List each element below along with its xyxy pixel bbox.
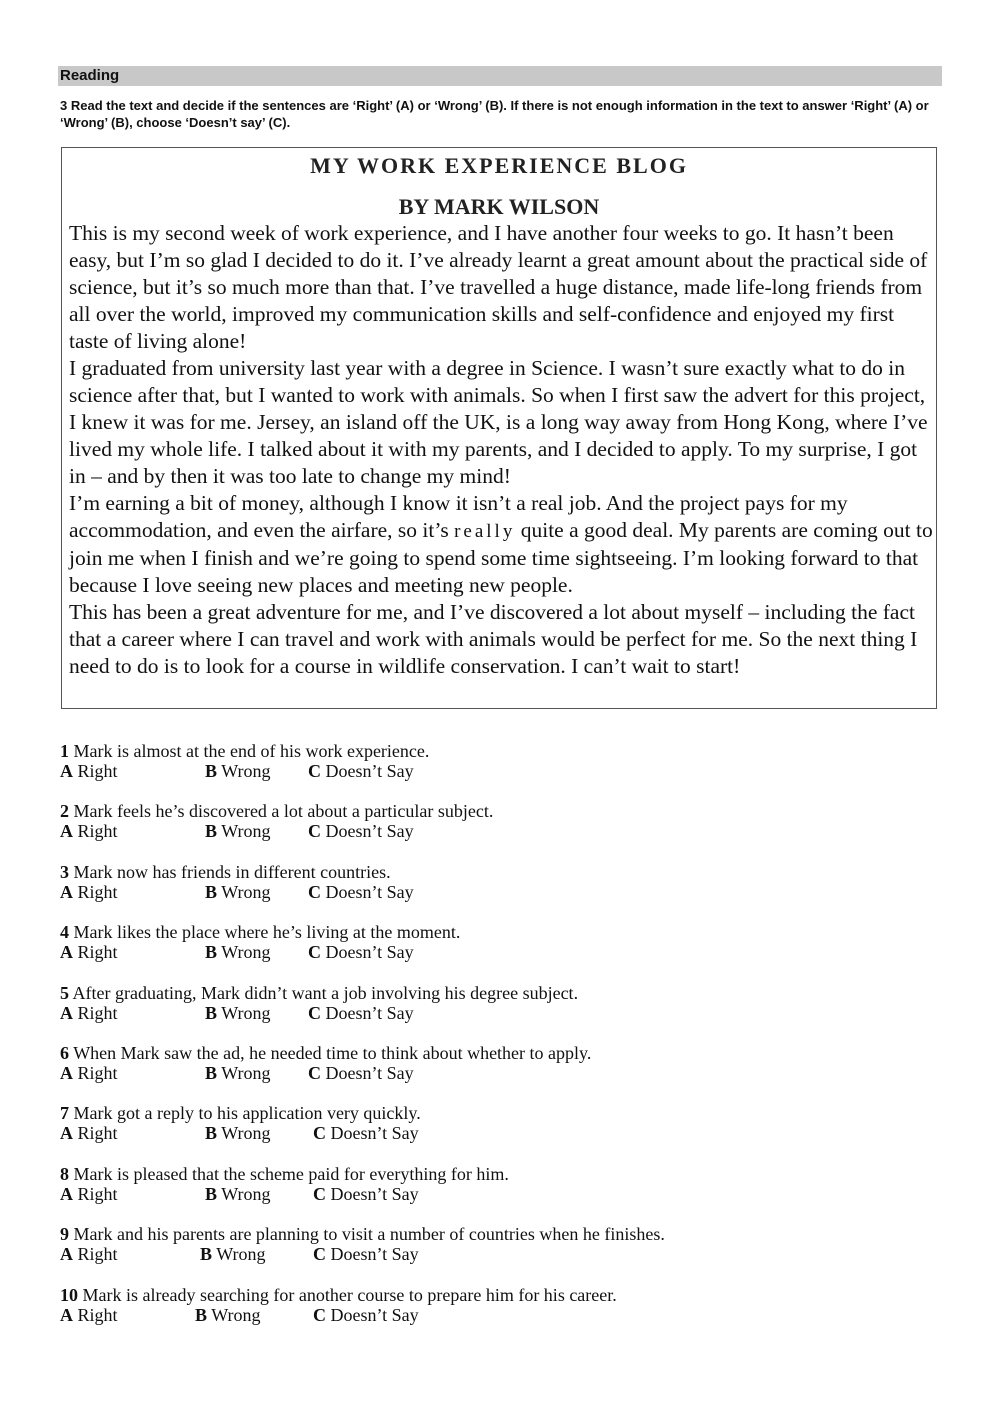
option-letter: A [60, 1002, 73, 1023]
option-letter: B [205, 761, 218, 781]
option-b[interactable] [205, 821, 270, 841]
question-number: 2 [60, 801, 69, 822]
question-statement: When Mark saw the ad, he needed time to think about whether to apply. [73, 1042, 592, 1063]
question-list [60, 741, 940, 1345]
question-text [60, 801, 940, 821]
passage-text-run: I’m earning a bit of money, although I know it isn’t a real job. And the project pays for my accommodation, and even the airfare, so it’s [69, 491, 848, 542]
option-b[interactable] [205, 1063, 270, 1083]
option-c[interactable] [308, 942, 414, 962]
option-c[interactable] [313, 1305, 419, 1325]
question-statement: Mark feels he’s discovered a lot about a particular subject. [73, 801, 494, 822]
option-letter: B [205, 881, 218, 902]
option-letter: C [308, 1062, 321, 1083]
option-label: Wrong [221, 1183, 271, 1204]
option-letter: B [205, 942, 218, 963]
option-letter: A [60, 761, 73, 781]
option-letter: C [308, 881, 321, 902]
option-letter: A [60, 1183, 73, 1204]
option-c[interactable] [308, 882, 414, 902]
option-label: Right [77, 1304, 118, 1325]
option-label: Doesn’t Say [330, 1183, 419, 1204]
option-b[interactable] [205, 1123, 270, 1143]
passage-title: MY WORK EXPERIENCE BLOG [310, 153, 688, 178]
option-letter: C [313, 1304, 326, 1325]
passage-paragraph: This has been a great adventure for me, and I’ve discovered a lot about myself – including the fact that a career where I can travel and work with animals would be perfect for me. So the next thing I need to do is to look for a course in wildlife conservation. I can’t wait to start! [69, 600, 918, 678]
question-statement: Mark is almost at the end of his work experience. [73, 741, 430, 761]
option-letter: C [313, 1244, 326, 1265]
option-letter: A [60, 1244, 73, 1265]
question-number: 6 [60, 1042, 69, 1063]
question-item [60, 1043, 940, 1103]
option-b[interactable] [205, 1184, 270, 1204]
question-text [60, 1043, 940, 1063]
option-a[interactable] [60, 942, 118, 962]
question-statement: After graduating, Mark didn’t want a job involving his degree subject. [72, 982, 579, 1003]
option-a[interactable] [60, 1123, 118, 1143]
option-label: Right [77, 761, 118, 781]
question-item [60, 862, 940, 922]
answer-options [60, 882, 940, 902]
answer-options [60, 1123, 940, 1143]
option-letter: B [205, 1123, 218, 1144]
question-text [60, 862, 940, 882]
option-letter: B [200, 1244, 213, 1265]
option-c[interactable] [313, 1184, 419, 1204]
option-label: Right [77, 881, 118, 902]
question-statement: Mark and his parents are planning to visit a number of countries when he finishes. [73, 1224, 665, 1245]
question-text [60, 983, 940, 1003]
question-number: 8 [60, 1163, 69, 1184]
option-c[interactable] [313, 1123, 419, 1143]
option-letter: C [308, 821, 321, 842]
question-number: 10 [60, 1284, 78, 1305]
option-label: Wrong [221, 1062, 271, 1083]
option-label: Wrong [211, 1304, 261, 1325]
option-letter: C [313, 1123, 326, 1144]
question-item [60, 1224, 940, 1284]
option-letter: C [308, 942, 321, 963]
answer-options [60, 1244, 940, 1264]
option-label: Wrong [221, 821, 271, 842]
question-text [60, 741, 940, 761]
section-header-bar [58, 66, 942, 86]
option-label: Right [77, 1062, 118, 1083]
option-letter: B [205, 1183, 218, 1204]
question-number: 9 [60, 1224, 69, 1245]
option-b[interactable] [205, 761, 270, 781]
passage-paragraph: This is my second week of work experience, and I have another four weeks to go. It hasn’t been easy, but I’m so glad I decided to do it. I’ve already learnt a great amount about the practical side of science, but it’s so much more than that. I’ve travelled a huge distance, made life-long friends from all over the world, improved my communication skills and self-confidence and enjoyed my first taste of living alone! [69, 221, 928, 353]
option-c[interactable] [308, 761, 414, 781]
question-statement: Mark is already searching for another course to prepare him for his career. [82, 1284, 617, 1305]
option-letter: A [60, 1123, 73, 1144]
option-letter: C [308, 761, 321, 781]
option-a[interactable] [60, 761, 118, 781]
option-label: Wrong [221, 1123, 271, 1144]
passage-paragraph [69, 490, 935, 599]
answer-options [60, 761, 940, 781]
question-statement: Mark is pleased that the scheme paid for everything for him. [73, 1163, 509, 1184]
option-label: Doesn’t Say [325, 1002, 414, 1023]
option-letter: A [60, 942, 73, 963]
option-label: Doesn’t Say [325, 761, 414, 781]
question-number: 7 [60, 1103, 69, 1124]
question-number: 3 [60, 861, 69, 882]
question-text [60, 922, 940, 942]
question-statement: Mark likes the place where he’s living at the moment. [73, 922, 461, 943]
option-b[interactable] [205, 882, 270, 902]
option-label: Right [77, 1244, 118, 1265]
answer-options [60, 1063, 940, 1083]
option-c[interactable] [313, 1244, 419, 1264]
option-a[interactable] [60, 821, 118, 841]
reading-passage-box [61, 147, 937, 709]
option-letter: B [205, 821, 218, 842]
option-letter: B [205, 1062, 218, 1083]
option-a[interactable] [60, 1184, 118, 1204]
option-label: Right [77, 942, 118, 963]
option-label: Doesn’t Say [330, 1304, 419, 1325]
question-text [60, 1164, 940, 1184]
answer-options [60, 821, 940, 841]
passage-spaced-word: really [454, 521, 516, 542]
option-label: Doesn’t Say [325, 881, 414, 902]
option-letter: A [60, 1062, 73, 1083]
answer-options [60, 942, 940, 962]
option-label: Wrong [216, 1244, 266, 1265]
passage-text-run: quite a good deal. My parents are coming out to join me when I finish and we’re going to spend some time sightseeing. I’m looking forward to that because I love seeing new places and meeting new people. [69, 518, 933, 597]
option-label: Doesn’t Say [325, 1062, 414, 1083]
question-item [60, 741, 940, 801]
section-title: Reading [60, 67, 120, 84]
option-label: Right [77, 1123, 118, 1144]
option-b[interactable] [205, 942, 270, 962]
question-text [60, 1103, 940, 1123]
question-item [60, 1285, 940, 1345]
question-item [60, 922, 940, 982]
passage-body [69, 220, 935, 680]
option-label: Right [77, 821, 118, 842]
option-label: Wrong [221, 881, 271, 902]
answer-options [60, 1184, 940, 1204]
option-b[interactable] [200, 1244, 265, 1264]
option-letter: B [195, 1304, 208, 1325]
answer-options [60, 1305, 940, 1325]
passage-byline: BY MARK WILSON [398, 194, 600, 219]
question-item [60, 983, 940, 1043]
question-number: 1 [60, 741, 69, 761]
option-label: Wrong [221, 942, 271, 963]
option-c[interactable] [308, 1063, 414, 1083]
option-letter: C [308, 1002, 321, 1023]
option-letter: A [60, 881, 73, 902]
option-label: Doesn’t Say [330, 1123, 419, 1144]
option-label: Wrong [221, 761, 271, 781]
question-item [60, 1164, 940, 1224]
question-text [60, 1285, 940, 1305]
option-b[interactable] [205, 1003, 270, 1023]
option-a[interactable] [60, 1305, 118, 1325]
answer-options [60, 1003, 940, 1023]
option-label: Doesn’t Say [330, 1244, 419, 1265]
option-letter: A [60, 821, 73, 842]
option-letter: A [60, 1304, 73, 1325]
option-label: Wrong [221, 1002, 271, 1023]
passage-paragraph: I graduated from university last year with a degree in Science. I wasn’t sure exactly what to do in science after that, but I wanted to work with animals. So when I first saw the advert for this project, I knew it was for me. Jersey, an island off the UK, is a long way away from Hong Kong, where I’ve lived my whole life. I talked about it with my parents, and I decided to apply. To my surprise, I got in – and by then it was too late to change my mind! [69, 356, 928, 488]
question-statement: Mark now has friends in different countries. [73, 861, 391, 882]
question-number: 4 [60, 922, 69, 943]
option-a[interactable] [60, 1003, 118, 1023]
option-a[interactable] [60, 1063, 118, 1083]
option-a[interactable] [60, 882, 118, 902]
option-c[interactable] [308, 821, 414, 841]
task-instruction: 3 Read the text and decide if the sentences are ‘Right’ (A) or ‘Wrong’ (B). If there is not enough information in the text to answer ‘Right’ (A) or ‘Wrong’ (B), choose ‘Doesn’t say’ (C). [60, 98, 929, 130]
question-statement: Mark got a reply to his application very quickly. [73, 1103, 421, 1124]
option-label: Doesn’t Say [325, 942, 414, 963]
option-a[interactable] [60, 1244, 118, 1264]
question-number: 5 [60, 982, 69, 1003]
option-label: Right [77, 1183, 118, 1204]
option-c[interactable] [308, 1003, 414, 1023]
option-label: Right [77, 1002, 118, 1023]
option-letter: C [313, 1183, 326, 1204]
option-letter: B [205, 1002, 218, 1023]
option-b[interactable] [195, 1305, 260, 1325]
question-text [60, 1224, 940, 1244]
question-item [60, 801, 940, 861]
option-label: Doesn’t Say [325, 821, 414, 842]
question-item [60, 1103, 940, 1163]
